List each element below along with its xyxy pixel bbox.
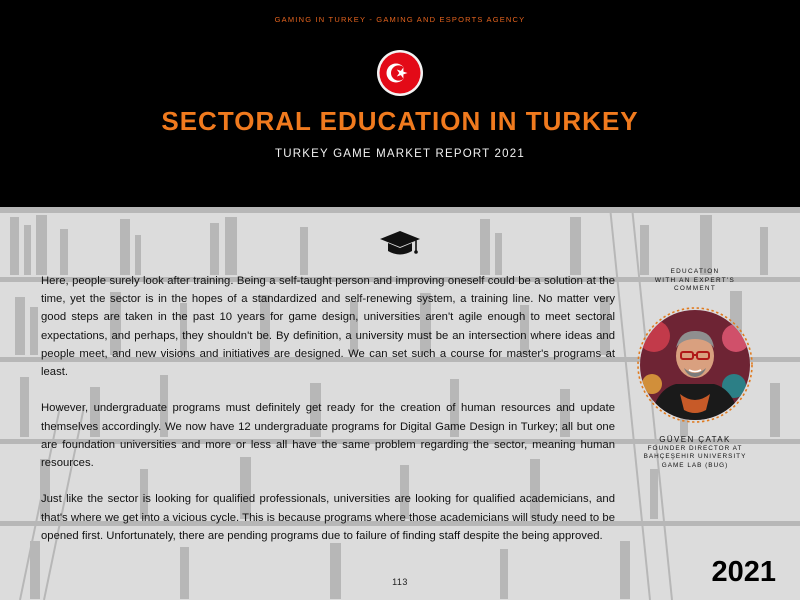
paragraph: Here, people surely look after training. Being a self-taught person and improving oneself could be a solution at the time, yet the sector is in the hopes of a standardized and self-renewing system, a training line. No matter very good steps are taken in the past 10 years for game design, universities aren't agile enough to meet sectoral expectations, and perhaps, they shouldn't be. By definition, a university must be an intersection where ideas and people meet, and new visions and initiatives are designed. We can set such a course for master's programs at least. (41, 275, 615, 379)
paragraph: Just like the sector is looking for qualified professionals, universities are looking for qualified academicians, and that's where we get into a vicious cycle. This is because programs where those academicians will study need to be opened first. Unfortunately, there are pending programs due to failure of finding staff despite the being approved. (41, 493, 615, 542)
expert-name: GÜVEN ÇATAK (659, 434, 731, 444)
year-label: 2021 (711, 556, 776, 588)
page-title: SECTORAL EDUCATION IN TURKEY (161, 106, 639, 136)
expert-comment-panel (630, 268, 760, 470)
content-area (0, 207, 800, 600)
expert-role: FOUNDER DIRECTOR AT BAHÇEŞEHIR UNIVERSITY GAME LAB (BUG) (643, 444, 747, 469)
agency-line: GAMING IN TURKEY - GAMING AND ESPORTS AGENCY (274, 15, 526, 24)
expert-avatar (636, 306, 754, 424)
report-subtitle: TURKEY GAME MARKET REPORT 2021 (275, 148, 525, 160)
turkish-flag-icon (376, 49, 424, 97)
expert-kicker: EDUCATION WITH AN EXPERT'S COMMENT (654, 268, 736, 293)
graduation-cap-icon (379, 229, 421, 259)
article-text (41, 272, 615, 563)
paragraph: However, undergraduate programs must definitely get ready for the creation of human resources and update themselves accordingly. We now have 12 undergraduate programs for Digital Game Design in Turkey; all but one are foundation universities and more or less all have the same problem regarding the sector, meaning human resources. (41, 402, 615, 470)
page-header (0, 0, 800, 207)
page-number: 113 (392, 577, 408, 587)
